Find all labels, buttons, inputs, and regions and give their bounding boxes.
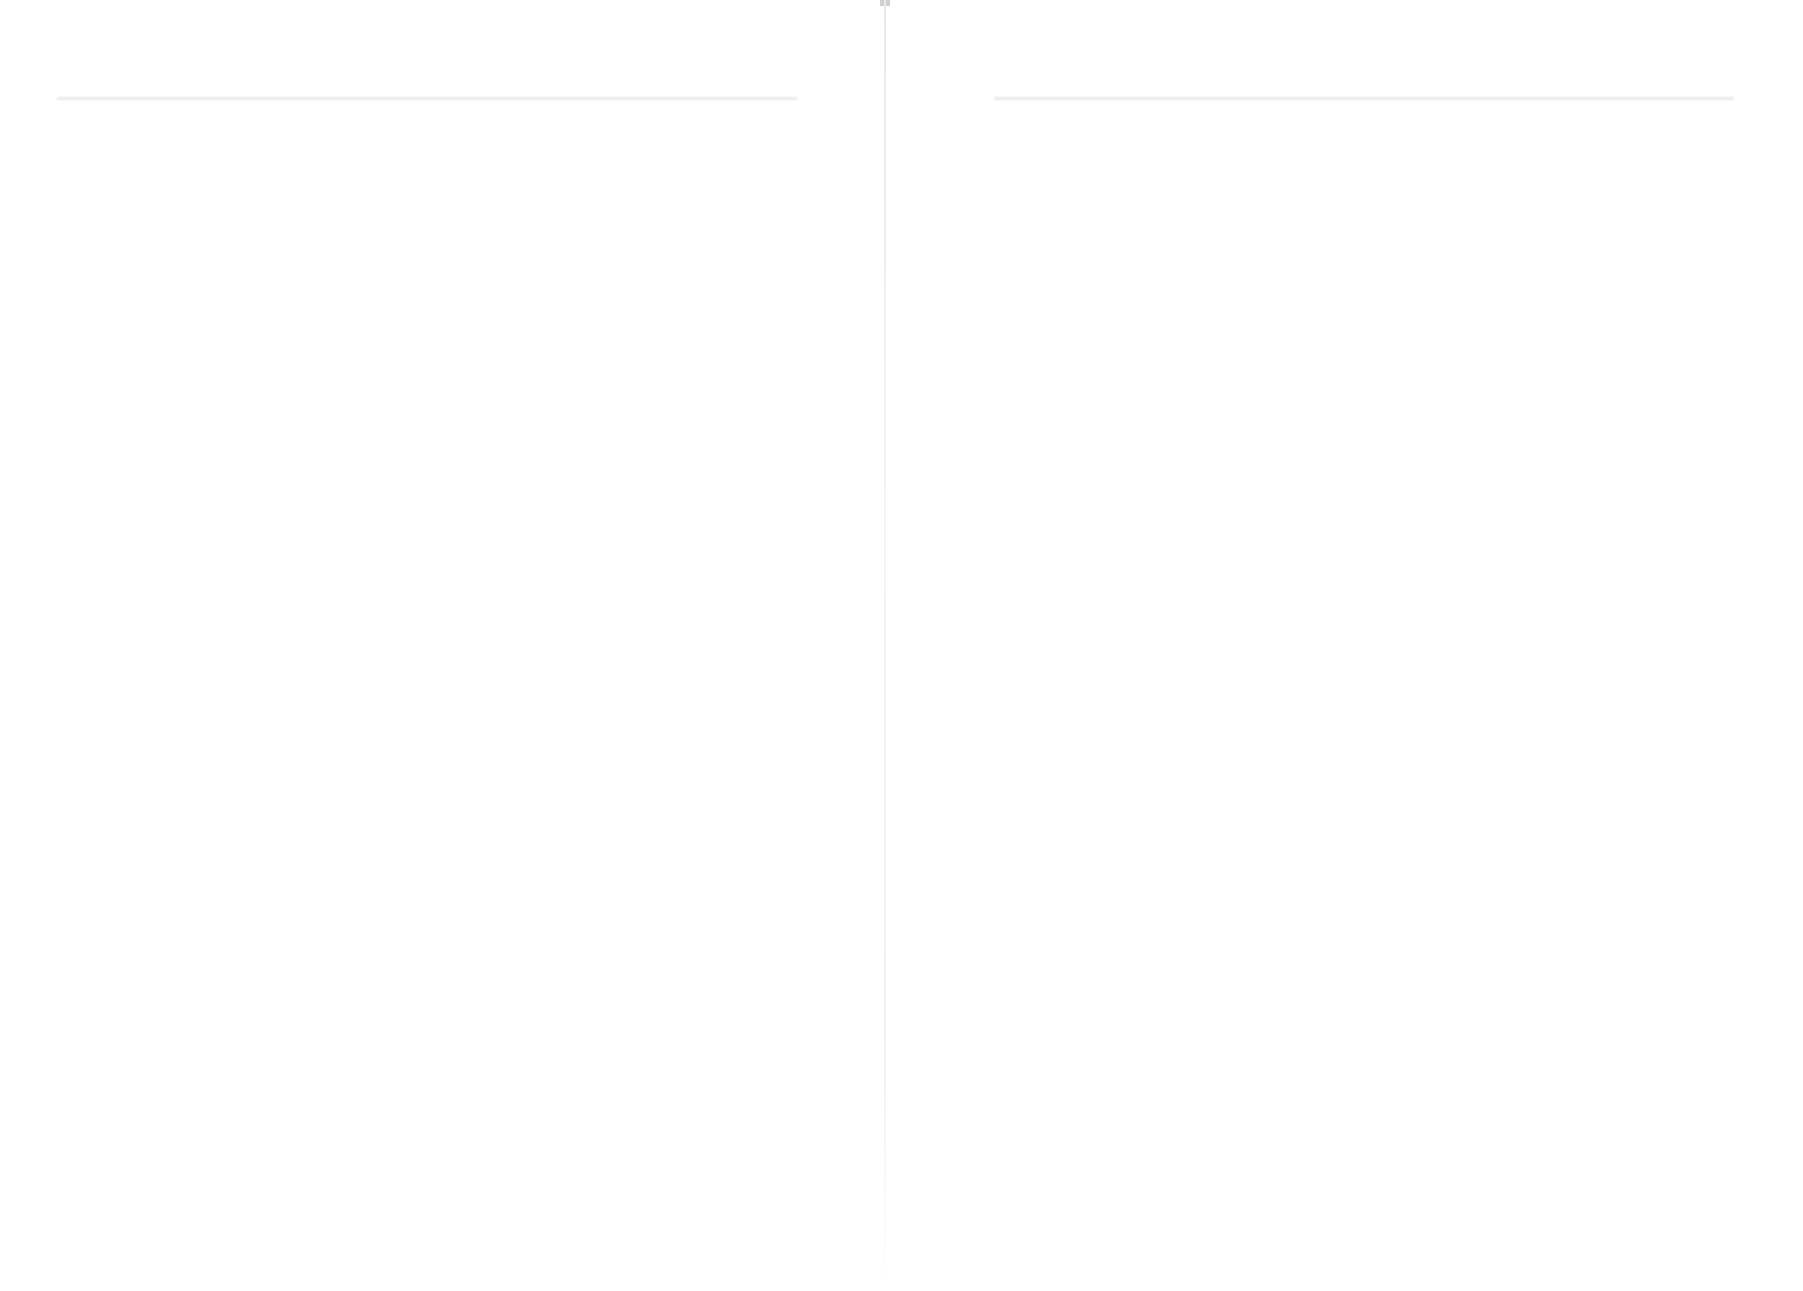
right-running-head: [994, 74, 1734, 99]
page-gutter: [884, 0, 886, 1291]
left-running-head: [57, 74, 797, 99]
right-page: [994, 74, 1734, 1274]
left-page: [57, 74, 797, 1274]
